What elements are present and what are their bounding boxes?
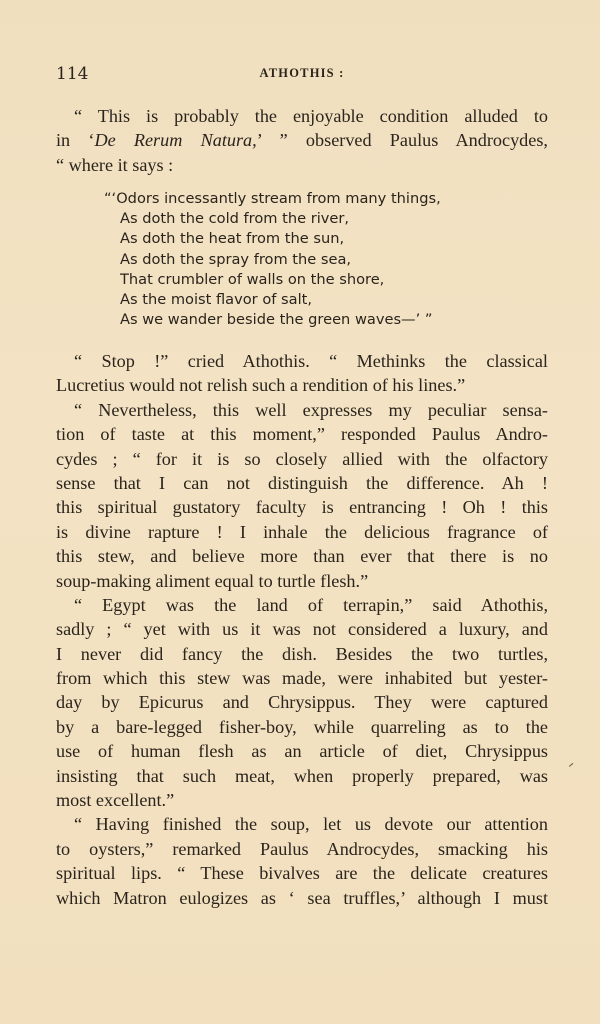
text-line: “ Having finished the soup, let us devote our attention: [74, 814, 548, 835]
text-line: insisting that such meat, when properly prepared, was: [56, 765, 548, 786]
text-line: sadly ; “ yet with us it was not considered a luxury, and: [56, 619, 548, 640]
verse-line: As doth the cold from the river,: [120, 210, 350, 228]
verse-line: As doth the spray from the sea,: [120, 250, 352, 268]
main-text: [56, 349, 548, 910]
verse-line: As doth the heat from the sun,: [120, 230, 345, 248]
text-line: soup-making aliment equal to turtle flesh.”: [56, 570, 369, 591]
text-line: by a bare-legged fisher-boy, while quarreling as to the: [56, 716, 548, 737]
text-line: tion of taste at this moment,” responded Paulus Andro-: [56, 424, 548, 445]
page-header: [56, 64, 548, 86]
page-number: 114: [56, 64, 89, 84]
text-line: this stew, and believe more than ever that there is no: [56, 546, 548, 567]
opening-paragraph: [56, 104, 548, 177]
text-line: most excellent.”: [56, 790, 175, 811]
text-line: this spiritual gustatory faculty is entrancing ! Oh ! this: [56, 497, 548, 518]
text-fragment: in ‘: [56, 130, 95, 151]
text-line: which Matron eulogizes as ‘ sea truffles,’ although I must: [56, 887, 548, 908]
text-line: [56, 128, 548, 152]
text-line: Lucretius would not relish such a rendition of his lines.”: [56, 375, 466, 396]
text-line: sense that I can not distinguish the difference. Ah !: [56, 472, 548, 493]
text-line: I never did fancy the dish. Besides the two turtles,: [56, 643, 548, 664]
running-head: ATHOTHIS :: [259, 66, 345, 80]
text-line: to oysters,” remarked Paulus Androcydes, smacking his: [56, 838, 548, 859]
text-line: use of human flesh as an article of diet, Chrysippus: [56, 741, 548, 762]
verse-line: That crumbler of walls on the shore,: [120, 270, 385, 288]
margin-tick-mark: [566, 759, 574, 767]
verse-line: As we wander beside the green waves—’ ”: [120, 311, 433, 329]
verse-line: “‘Odors incessantly stream from many things,: [104, 190, 441, 207]
text-line: is divine rapture ! I inhale the delicious fragrance of: [56, 521, 548, 542]
text-line: “ Nevertheless, this well expresses my peculiar sensa-: [74, 399, 548, 420]
text-line: “ This is probably the enjoyable condition alluded to: [74, 106, 548, 126]
book-title-italic: De Rerum Natura,: [94, 130, 257, 151]
verse-line: As the moist flavor of salt,: [120, 290, 312, 308]
quoted-verse: [104, 189, 464, 330]
text-line: “ where it says :: [56, 154, 174, 175]
text-line: day by Epicurus and Chrysippus. They were captured: [56, 692, 548, 713]
text-fragment: ’ ” observed Paulus Androcydes,: [256, 130, 548, 151]
text-line: from which this stew was made, were inhabited but yester-: [56, 668, 548, 689]
text-line: “ Egypt was the land of terrapin,” said Athothis,: [74, 594, 548, 615]
text-line: spiritual lips. “ These bivalves are the delicate creatures: [56, 863, 548, 884]
text-line: “ Stop !” cried Athothis. “ Methinks the classical: [74, 351, 548, 371]
text-line: cydes ; “ for it is so closely allied with the olfactory: [56, 448, 548, 469]
